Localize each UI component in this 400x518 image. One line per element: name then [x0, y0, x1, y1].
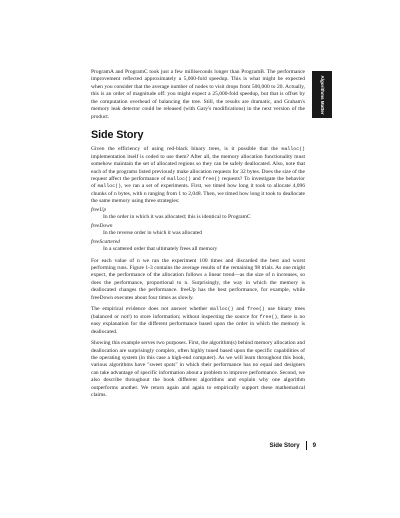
strategy-description: In a scattered order that ultimately frees all memory [103, 246, 218, 253]
paragraph-malloc-question: Given the efficiency of using red-black binary trees, is it possible that the malloc() implementation itself is coded to use them? After all, the memory allocation functionality must somehow maintain the set of allocated regions so they can be safely deallocated. Also, note that each of the programs listed previously make allocation requests for 32 bytes. Does the size of the request affect the performance of malloc() and free() requests? To investigate the behavior of malloc(), we ran a set of experiments. First, we timed how long it took to allocate 4,096 chunks of n bytes, with n ranging from 1 to 2,048. Then, we timed how long it took to deallocate the same memory using three strategies: [91, 146, 305, 205]
paragraph-experiment-results: For each value of n we ran the experiment 100 times and discarded the best and worst performing runs. Figure 1-3 contains the average results of the remaining 98 trials. As one might expect, the performance of the allocation follows a linear trend—as the size of n increases, so does the performance, proportional to n. Surprisingly, the way in which the memory is deallocated changes the performance. freeUp has the best performance, for example, while freeDown executes about four times as slowly. [91, 257, 305, 301]
section-heading: Side Story [91, 129, 144, 142]
strategy-term: freeScattered [91, 238, 120, 245]
chapter-tab-label: Algorithms Matter [319, 74, 325, 115]
page-number: 9 [312, 442, 316, 449]
strategy-term: freeUp [91, 206, 107, 213]
page-content [91, 69, 305, 400]
strategy-description: In the reverse order in which it was allocated [103, 230, 202, 237]
page-footer [269, 441, 316, 450]
footer-section-title: Side Story [269, 442, 300, 449]
paragraph-empirical-evidence: The empirical evidence does not answer whether malloc() and free() use binary trees (balanced or not!) to store information; without inspecting the source for free(), there is no easy explanation for the different performance based upon the order in which the memory is deallocated. [91, 306, 306, 335]
paragraph-purposes: Showing this example serves two purposes. First, the algorithm(s) behind memory allocation and deallocation are surprisingly complex, often highly tuned based upon the specific capabilities of the operating system (in this case a high-end computer). As we will learn throughout this book, various algorithms have "sweet spots" in which their performance has no equal and designers can take advantage of specific information about a problem to improve performance. Second, we also describe throughout the book different algorithms and explain why one algorithm outperforms another. We return again and again to empirically support these mathematical claims. [91, 340, 305, 399]
strategy-list [91, 207, 305, 254]
intro-paragraph: ProgramA and ProgramC took just a few milliseconds longer than ProgramB. The performance improvement reflected approximately a 5,000-fold speedup. This is what might be expected when you consider that the average number of nodes to visit drops from 500,000 to 20. Actually, this is an order of magnitude off: you might expect a 25,000-fold speedup, but that is offset by the computation overhead of balancing the tree. Still, the results are dramatic, and Graham's memory leak detector could be released (with Gary's modifications) in the next version of the product. [91, 69, 305, 120]
strategy-description: In the order in which it was allocated; this is identical to ProgramC [103, 214, 251, 221]
strategy-term: freeDown [91, 222, 113, 229]
chapter-side-tab [312, 71, 332, 118]
footer-divider [306, 441, 307, 450]
